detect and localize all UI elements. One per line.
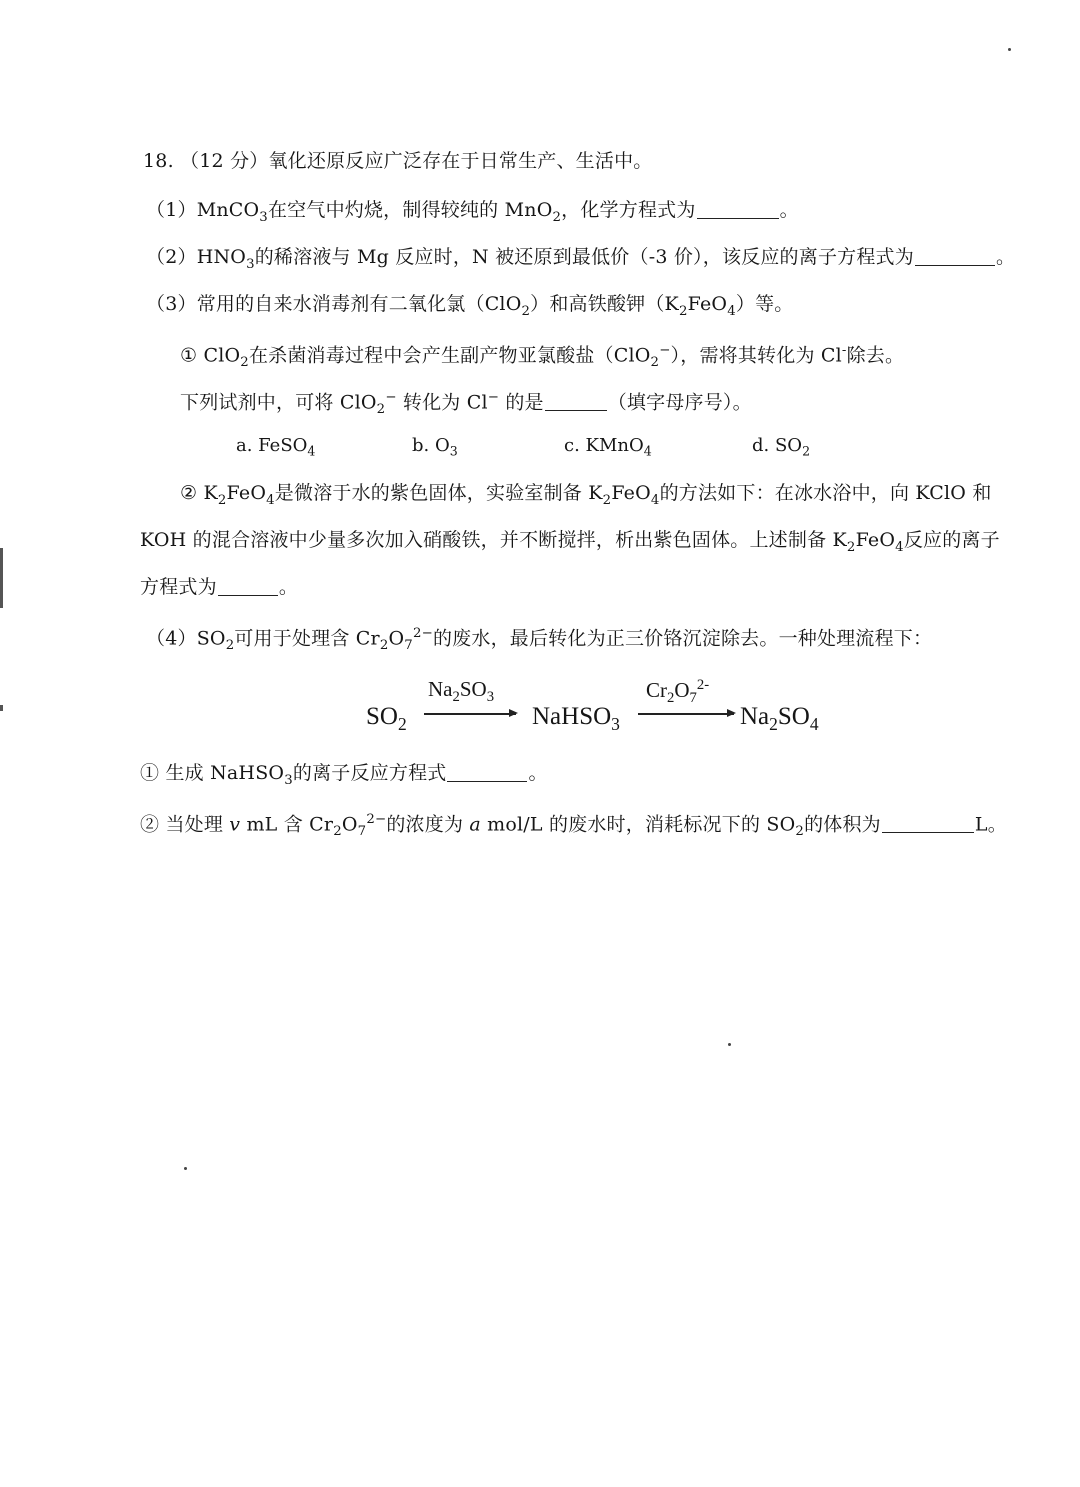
option-c-sub: 4 <box>643 443 652 459</box>
part-4-1-sub-a: 3 <box>284 772 293 788</box>
part-4-1-text-b: 的离子反应方程式 <box>292 762 447 784</box>
part-2 <box>146 245 1015 277</box>
part-3-1b-text-d: （填字母序号）。 <box>607 391 752 414</box>
flow-reagent-na2so3 <box>428 677 494 706</box>
part-3-2-l1d-sub: 4 <box>650 492 660 508</box>
part-3-text-a: （3）常用的自来水消毒剂有二氧化氯（ClO <box>146 293 522 315</box>
part-3-text-b: ）和高铁酸钾（K <box>530 293 679 315</box>
part-3 <box>146 292 793 324</box>
question-header <box>143 149 652 173</box>
flow-s1-sub: 2 <box>397 714 407 734</box>
flow-r1b-text: SO <box>459 677 487 701</box>
part-3-1 <box>180 339 904 375</box>
part-3-2-line-2 <box>140 528 1000 560</box>
flow-s2-sub: 3 <box>611 714 620 734</box>
part-3-2-l1c: 是微溶于水的紫色固体，实验室制备 K <box>274 482 603 504</box>
part-4-sub-b: 2 <box>379 638 389 654</box>
flow-r1-sub: 2 <box>452 689 460 706</box>
part-3-2-l3-end: 。 <box>278 576 299 598</box>
part-3-1-sub-a: 2 <box>240 355 249 371</box>
part-1-text-b: 在空气中灼烧，制得较纯的 MnO <box>267 199 553 221</box>
flow-arrow-1 <box>424 713 516 715</box>
flow-r2b-sup: 2- <box>696 677 710 693</box>
part-4-2-sub-e: 2 <box>795 824 805 840</box>
answer-blank-6[interactable] <box>882 814 974 833</box>
part-2-end: 。 <box>995 246 1016 268</box>
part-4-2-end: L。 <box>974 813 1007 836</box>
part-3-1b-text-a: 下列试剂中，可将 ClO <box>180 391 377 414</box>
flow-r2-text: Cr <box>646 678 667 702</box>
flow-species-so2 <box>366 703 407 735</box>
part-3-sub-c: 4 <box>727 303 736 319</box>
answer-blank-5[interactable] <box>447 763 527 782</box>
part-3-2-line-3 <box>140 575 298 599</box>
scan-edge-mark <box>0 548 3 608</box>
flow-species-na2so4 <box>740 703 819 735</box>
option-c <box>564 434 652 464</box>
part-1-text-a: （1）MnCO <box>146 199 260 221</box>
part-4-sup-c: 2− <box>412 626 433 641</box>
part-1-sub-b: 2 <box>552 209 562 225</box>
part-4 <box>146 622 932 658</box>
option-b-sub: 3 <box>449 443 458 459</box>
part-3-2-l2a: KOH 的混合溶液中少量多次加入硝酸铁，并不断搅拌，析出紫色固体。上述制备 K <box>140 529 847 551</box>
part-3-1-sup-c: - <box>841 343 847 358</box>
part-3-1b-text-c: 的是 <box>499 391 544 414</box>
part-4-sub-a: 2 <box>225 638 235 654</box>
flow-s2-text: NaHSO <box>532 703 612 730</box>
scan-speck <box>184 1167 187 1170</box>
part-3-2-line-1 <box>180 481 992 513</box>
part-4-2-text-a: ② 当处理 <box>140 813 230 836</box>
flow-s3b-text: SO <box>777 703 810 730</box>
flow-r2-sub: 2 <box>667 690 675 707</box>
question-header-text: 18. （12 分）氧化还原反应广泛存在于日常生产、生活中。 <box>143 150 653 172</box>
answer-blank-1[interactable] <box>697 200 779 219</box>
flow-s3b-sub: 4 <box>809 714 819 734</box>
part-4-2 <box>140 808 1007 844</box>
flow-arrow-2 <box>638 713 734 715</box>
part-1-sub-a: 3 <box>259 209 268 225</box>
part-4-text-b: 可用于处理含 Cr <box>234 627 380 650</box>
part-4-sub-c: 7 <box>404 638 413 654</box>
option-c-text: c. KMnO <box>564 435 644 456</box>
part-4-1-text-a: ① 生成 NaHSO <box>140 762 285 784</box>
part-4-2-sub-b: 2 <box>333 824 342 840</box>
answer-blank-3[interactable] <box>545 392 607 411</box>
option-d-text: d. SO <box>752 435 803 456</box>
part-3-1b <box>180 386 752 422</box>
answer-blank-2[interactable] <box>915 247 995 266</box>
flow-r1-text: Na <box>428 677 453 701</box>
flow-s3-text: Na <box>740 703 770 730</box>
part-3-2-l3: 方程式为 <box>140 576 217 598</box>
option-a <box>236 434 315 464</box>
flow-reagent-cr2o7 <box>646 677 709 707</box>
option-d-sub: 2 <box>802 443 811 459</box>
part-3-2-l2c: 反应的离子 <box>903 529 1000 551</box>
option-d <box>752 434 810 464</box>
part-3-2-l1b-sub: 4 <box>266 492 275 508</box>
part-3-1-text-c: ），需将其转化为 Cl <box>670 344 842 367</box>
part-1 <box>146 198 799 230</box>
part-3-2-l1d: FeO <box>611 482 651 504</box>
reaction-flow-diagram <box>360 675 840 745</box>
part-4-1-end: 。 <box>528 762 548 784</box>
part-3-2-l2b: FeO <box>855 529 896 551</box>
answer-blank-4[interactable] <box>218 577 278 596</box>
part-3-1b-text-b: 转化为 Cl <box>396 391 488 414</box>
part-3-2-l1b: FeO <box>226 482 267 504</box>
part-3-1-text-d: 除去。 <box>846 344 905 367</box>
part-4-2-var-a: a <box>469 813 481 836</box>
flow-r2b-sub: 7 <box>689 690 697 707</box>
part-3-1-text-b: 在杀菌消毒过程中会产生副产物亚氯酸盐（ClO <box>248 344 651 367</box>
part-3-2-l1a-sub: 2 <box>217 492 227 508</box>
option-a-text: a. FeSO <box>236 435 308 456</box>
part-3-1b-sup-a: − <box>385 390 397 405</box>
part-4-2-var-v: v <box>229 813 241 836</box>
part-3-1-text-a: ① ClO <box>180 344 241 367</box>
part-3-text-d: ）等。 <box>735 293 794 315</box>
part-4-text-c: O <box>388 627 405 650</box>
part-3-2-l2a-sub: 2 <box>846 539 856 555</box>
part-3-2-l1a: ② K <box>180 482 218 504</box>
part-4-2-text-d: 的浓度为 <box>386 813 470 836</box>
option-b-text: b. O <box>412 435 450 456</box>
part-1-text-c: ，化学方程式为 <box>561 199 696 221</box>
flow-r2b-text: O <box>674 678 690 702</box>
scan-speck <box>728 1043 731 1046</box>
part-3-sub-a: 2 <box>521 303 531 319</box>
part-3-1-sub-b: 2 <box>650 355 660 371</box>
part-2-text-a: （2）HNO <box>146 246 247 268</box>
flow-s1-text: SO <box>366 703 398 730</box>
part-1-end: 。 <box>779 199 799 221</box>
part-3-text-c: FeO <box>687 293 728 315</box>
scan-speck <box>1008 48 1011 51</box>
part-2-text-b: 的稀溶液与 Mg 反应时，N 被还原到最低价（-3 价），该反应的离子方程式为 <box>254 246 914 268</box>
option-a-sub: 4 <box>307 443 316 459</box>
part-3-1-sup-b: − <box>659 343 671 358</box>
part-3-1b-sup-b: − <box>487 390 500 405</box>
part-3-2-l1e: 的方法如下：在冰水浴中，向 KClO 和 <box>659 482 992 504</box>
flow-r1b-sub: 3 <box>486 689 495 706</box>
part-3-1b-sub-a: 2 <box>376 402 386 418</box>
part-3-2-l1c-sub: 2 <box>602 492 612 508</box>
part-4-2-sub-c: 7 <box>357 824 367 840</box>
part-3-sub-b: 2 <box>678 303 688 319</box>
option-b <box>412 434 458 464</box>
part-4-2-text-f: 的体积为 <box>804 813 881 836</box>
part-4-2-text-c: O <box>341 813 358 836</box>
part-4-2-text-e: mol/L 的废水时，消耗标况下的 SO <box>480 813 796 836</box>
part-4-2-sup-c: 2− <box>366 812 387 827</box>
part-3-2-l2b-sub: 4 <box>895 539 904 555</box>
scan-edge-mark <box>0 705 3 711</box>
part-4-text-a: （4）SO <box>146 627 226 650</box>
flow-s3-sub: 2 <box>769 714 778 734</box>
part-2-sub-a: 3 <box>246 256 255 272</box>
flow-species-nahso3 <box>532 703 620 735</box>
part-4-text-d: 的废水，最后转化为正三价铬沉淀除去。一种处理流程下： <box>432 627 933 650</box>
part-4-1 <box>140 761 548 793</box>
part-4-2-text-b: mL 含 Cr <box>240 813 334 836</box>
